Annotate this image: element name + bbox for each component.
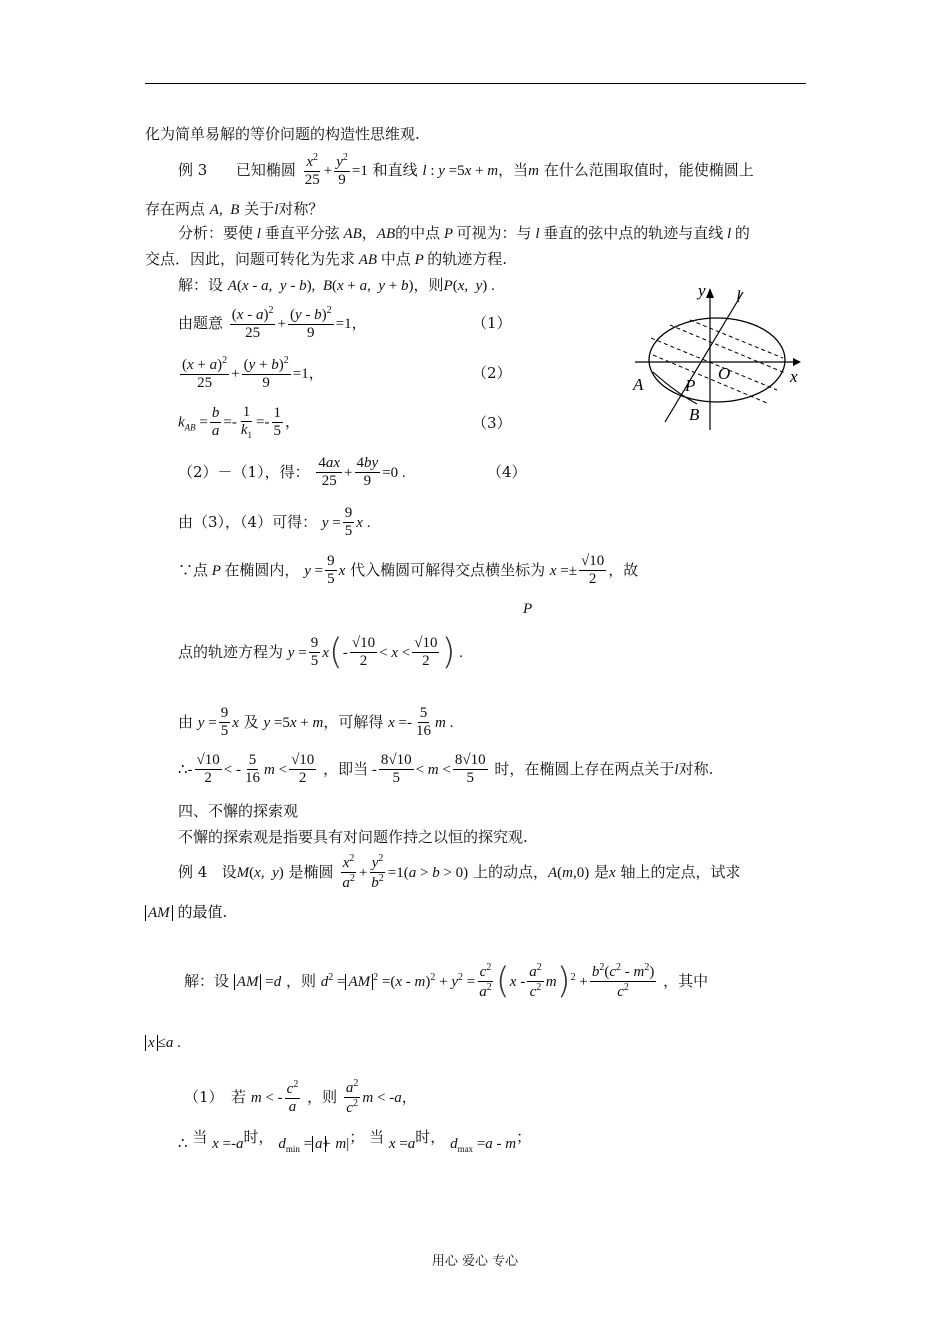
text-line: x ≤a . [145, 1033, 181, 1052]
text-line [145, 125, 420, 143]
fraction: $\frac{√10}{2}$ [580, 553, 605, 588]
equation-tag: （1） [472, 314, 512, 332]
example-label: 例 4 [178, 862, 208, 881]
equation-tag: （4） [487, 463, 527, 481]
fraction: $\frac{8√10}{5}$ [454, 752, 486, 787]
text: ∵点 [178, 560, 209, 579]
fraction: $\frac{a^2}{c^2}$ [529, 962, 542, 1001]
analysis-line: 交点．因此，问题可转化为先求 AB 中点 P 的轨迹方程. [145, 250, 508, 268]
text: 时， [415, 1128, 446, 1146]
text: 对称？ [278, 200, 324, 218]
text: 代入椭圆可解得交点横坐标为 [350, 560, 546, 579]
text: 是 [594, 862, 610, 881]
text: 的最值. [177, 903, 228, 921]
fraction: $\frac{5}{16}$ [416, 705, 431, 740]
text: ，即当 [323, 759, 369, 778]
label-l: l [736, 287, 741, 306]
text: ，则 [413, 276, 444, 294]
fraction: $\frac{9}{5}$ [310, 635, 319, 670]
text: ∴ [178, 1134, 188, 1152]
text: ； [349, 1128, 365, 1146]
header-rule [145, 83, 806, 84]
fraction: $\frac{(y + b)^2}{9}$ [243, 355, 289, 392]
fraction: $\frac{1}{k_1}$ [240, 404, 253, 441]
fraction: $\frac{(x - a)^2}{25}$ [231, 305, 274, 342]
text: 的中点 [395, 224, 441, 242]
equation-4: （2）－（1），得： $\frac{4ax}{25}$ + $\frac{4by}{9}$ =0 . [178, 455, 406, 490]
solution-line: ∴- $\frac{√10}{2}$ < - $\frac{5}{16}$ m < $\frac{√10}{2}$ ，即当 - $\frac{8√10}{5}$ < m < $\frac{8√10}{5}$ 时，在椭圆上存在两点关于l对称. [178, 752, 714, 787]
solution-line: ∴ 当 x =-a时， $d_{min} = a+ m|$； 当 x =a时， $d_{max} =a - m$； [178, 1128, 532, 1154]
fraction: $\frac{9}{5}$ [344, 505, 353, 540]
equation-tag: （2） [472, 364, 512, 382]
text: 交点．因此，问题可转化为先求 [145, 250, 356, 268]
example-label: 例 3 [178, 160, 208, 179]
text-line: AM 的最值. [145, 903, 227, 922]
fraction: $\frac{(y - b)^2}{9}$ [289, 305, 332, 342]
text: 垂直的弦中点的轨迹与直线 [543, 224, 724, 242]
text: 由（3），（4）可得： [178, 512, 318, 531]
example-3-statement: 例 3 已知椭圆 $\frac{x^2}{25}$ + $\frac{y^2}{9}$ =1 和直线 l : y =5x + m，当m 在什么范围取值时，能使椭圆上 [178, 152, 754, 189]
fraction: $\frac{x^2}{25}$ [304, 152, 320, 189]
text: 点的轨迹方程为 [178, 642, 284, 661]
label-B: B [689, 405, 700, 424]
text: （1） 若 [184, 1087, 247, 1106]
fraction: $\frac{c^2}{a^2}$ [479, 962, 492, 1001]
page-footer: 用心 爱心 专心 [431, 1254, 519, 1269]
y-axis-arrow [706, 288, 714, 298]
text: 在什么范围取值时，能使椭圆上 [543, 160, 754, 179]
text: 化为简单易解的等价问题的构造性思维观. [145, 125, 420, 143]
text-line: 存在两点 A, B 关于l对称？ [145, 200, 324, 218]
text: 解：设 [184, 971, 230, 990]
text: 的 [734, 224, 750, 242]
label-y: y [698, 281, 706, 300]
fraction: $\frac{4by}{9}$ [356, 455, 379, 490]
text: 分析：要使 [178, 224, 254, 242]
text: ，可解得 [323, 712, 384, 731]
equation-tag: （3） [472, 414, 512, 432]
solution-line: ∵点 P 在椭圆内， y = $\frac{9}{5}$ x 代入椭圆可解得交点横坐标为 x =± $\frac{√10}{2}$ ，故 [178, 553, 639, 588]
text: （2）－（1），得： [178, 462, 310, 481]
fraction: $\frac{c^2}{a}$ [286, 1079, 299, 1116]
equation-1: 由题意 $\frac{(x - a)^2}{25}$ + $\frac{(y - b)^2}{9}$ =1， [178, 305, 367, 342]
analysis-line: 分析：要使 l 垂直平分弦 AB，AB的中点 P 可视为：与 l 垂直的弦中点的轨迹与直线 l 的 [178, 224, 750, 242]
example-4-statement: 例 4 设M(x, y) 是椭圆 $\frac{x^2}{a^2}$ + $\frac{y^2}{b^2}$ =1(a > b > 0) 上的动点，A(m,0) 是x 轴上的定点，试求 [178, 853, 741, 892]
solution-line: 由 y = $\frac{9}{5}$ x 及 y =5x + m，可解得 x =- $\frac{5}{16}$ m . [178, 705, 454, 740]
text: ， [361, 224, 377, 242]
fraction: $\frac{a^2}{c^2}$ [345, 1078, 359, 1117]
section-heading: 四、不懈的探索观 [178, 802, 299, 820]
text: 关于 [244, 200, 275, 218]
fraction: $\frac{√10}{2}$ [196, 752, 220, 787]
text: 上的动点， [472, 862, 548, 881]
equation-2: $\frac{(x + a)^2}{25}$ + $\frac{(y + b)^2}{9}$ =1， [182, 355, 324, 392]
text: 和直线 [372, 160, 418, 179]
label-O: O [718, 364, 731, 383]
fraction: $\frac{(x + a)^2}{25}$ [182, 355, 228, 392]
text: 轴上的定点，试求 [620, 862, 741, 881]
text: 已知椭圆 [235, 160, 296, 179]
text: 中点 [380, 250, 411, 268]
text: 解：设 [178, 276, 224, 294]
text: ，故 [608, 560, 639, 579]
text: 垂直平分弦 [264, 224, 340, 242]
fraction: $\frac{b}{a}$ [211, 404, 220, 439]
solution-line: 解：设 AM =d ，则 $d^2$ = AM $^2 =(x - m)^2 + y^2$ = $\frac{c^2}{a^2}$ (x - $\frac{a^2}{c^2}$ m)$^2$ + $\frac{b^2(c^2 - m^2)}{c^2}$ ，其中 [184, 960, 709, 1002]
solution-line: （1） 若 m < - $\frac{c^2}{a}$ ，则 $\frac{a^2}{c^2}$ m < -a， [184, 1078, 417, 1117]
text: 是椭圆 [288, 862, 334, 881]
text: ∴ [178, 759, 188, 778]
fraction: $\frac{9}{5}$ [220, 705, 229, 740]
text: ，当 [498, 160, 529, 179]
solution-line: 解：设 A(x - a, y - b), B(x + a, y + b)，则P(x, y) . [178, 276, 495, 294]
text: 设 [221, 862, 237, 881]
fraction: $\frac{y^2}{b^2}$ [371, 853, 384, 892]
fraction: $\frac{4ax}{25}$ [318, 455, 341, 490]
text: 的轨迹方程. [427, 250, 508, 268]
text-line: 不懈的探索观是指要具有对问题作持之以恒的探究观. [178, 828, 528, 846]
text: 由 [178, 712, 194, 731]
fraction: $\frac{5}{16}$ [245, 752, 260, 787]
fraction: $\frac{√10}{2}$ [414, 635, 438, 670]
label-A: A [633, 375, 644, 394]
fraction: $\frac{1}{5}$ [273, 404, 281, 439]
fraction: $\frac{8√10}{5}$ [380, 752, 412, 787]
fraction: $\frac{x^2}{a^2}$ [342, 853, 355, 892]
ellipse-diagram [625, 280, 810, 440]
equation-3: $k_{AB}$ = $\frac{b}{a}$ =- $\frac{1}{k_1}$ =- $\frac{1}{5}$ ， [178, 404, 301, 441]
text: 时， [243, 1128, 274, 1146]
text: 及 [243, 712, 259, 731]
solution-line: 点的轨迹方程为 y = $\frac{9}{5}$ x(- $\frac{√10}{2}$ < x < $\frac{√10}{2}$ ) . [178, 631, 464, 673]
fraction: $\frac{b^2(c^2 - m^2)}{c^2}$ [591, 962, 655, 1001]
text: ，其中 [663, 971, 709, 990]
text: ，则 [285, 971, 316, 990]
text: 时，在椭圆上存在两点关于 [494, 759, 675, 778]
fraction: $\frac{√10}{2}$ [351, 635, 376, 670]
line-l [665, 292, 743, 422]
text: ，则 [307, 1087, 338, 1106]
text: ； [516, 1128, 532, 1146]
chord [651, 338, 777, 390]
x-axis-arrow [793, 358, 801, 366]
fraction: $\frac{√10}{2}$ [291, 752, 315, 787]
fraction: $\frac{9}{5}$ [327, 553, 335, 588]
label-x: x [790, 367, 798, 386]
text: 存在两点 [145, 200, 206, 218]
label-P: P [685, 376, 696, 395]
fraction: $\frac{y^2}{9}$ [336, 152, 348, 189]
text: 在椭圆内， [224, 560, 300, 579]
text: 当 [192, 1128, 208, 1146]
text: 可视为：与 [456, 224, 532, 242]
text: 当 [369, 1128, 385, 1146]
label-P: P [523, 601, 533, 617]
solution-line: 由（3），（4）可得： y = $\frac{9}{5}$ x . [178, 505, 371, 540]
text: 由题意 [178, 313, 224, 332]
text: 对称. [678, 759, 714, 778]
